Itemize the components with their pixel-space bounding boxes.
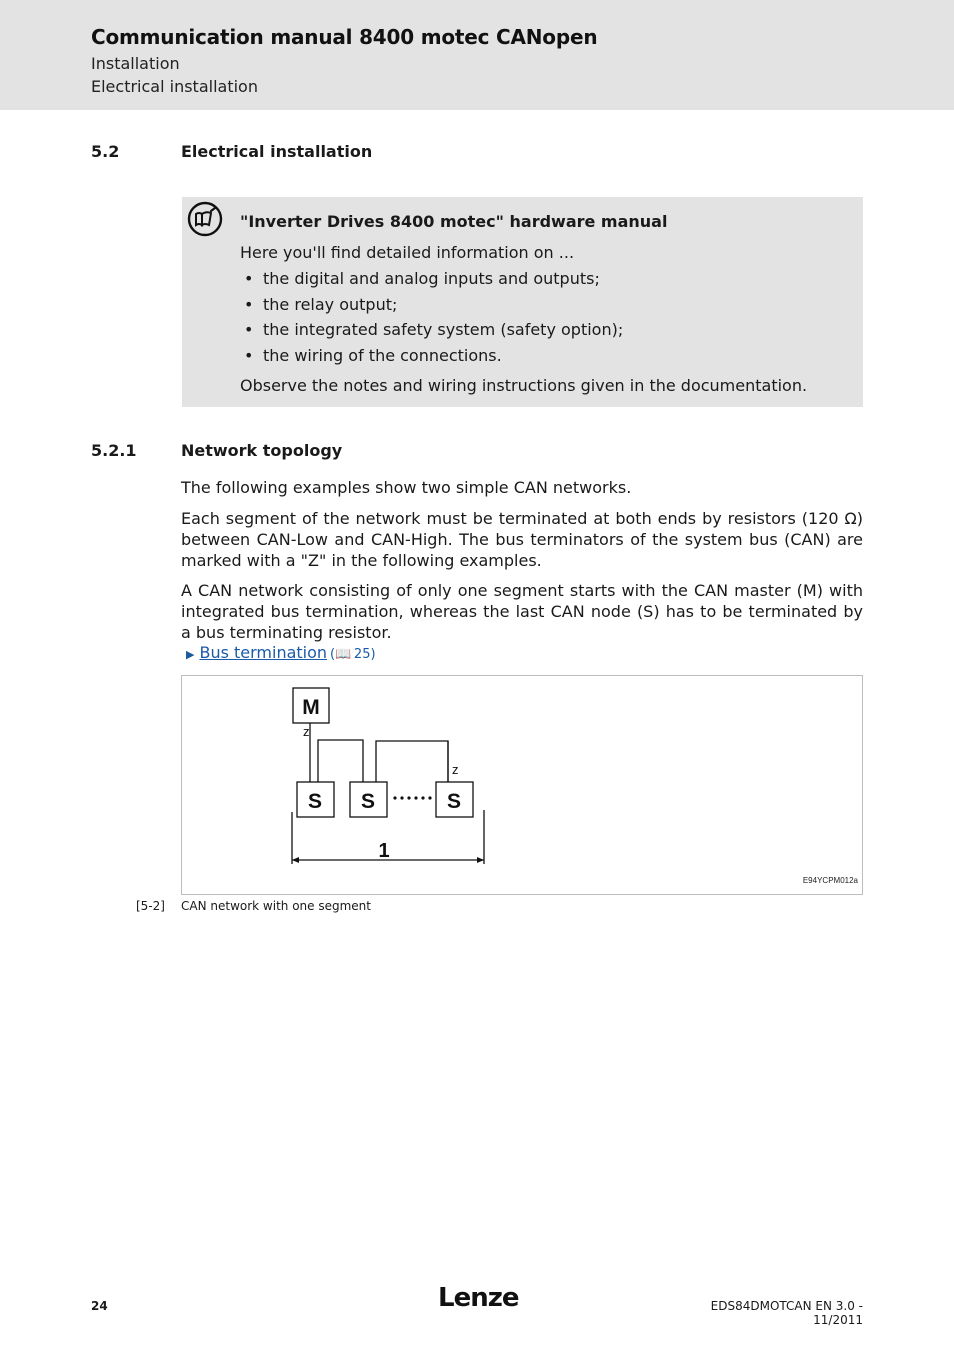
hardware-manual-note <box>182 197 863 407</box>
can-network-diagram <box>182 676 862 894</box>
bus-termination-link-row <box>186 643 376 662</box>
bullet-dot: • <box>244 346 254 365</box>
bullet-dot: • <box>244 320 254 339</box>
can-network-figure <box>181 675 863 895</box>
breadcrumb-chapter: Installation <box>91 54 180 73</box>
breadcrumb-section: Electrical installation <box>91 77 258 96</box>
paragraph-segment: A CAN network consisting of only one segment starts with the CAN master (M) with integrated bus termination, whereas the last CAN node (S) has to be terminated by a bus terminating resistor. <box>181 581 863 642</box>
terminator-label-master: z <box>303 724 310 739</box>
dimension-arrow <box>477 857 484 863</box>
page-reference[interactable]: (📖 25) <box>330 647 376 662</box>
note-intro: Here you'll find detailed information on ... <box>240 243 575 262</box>
book-icon: 📖 <box>335 647 352 662</box>
slave-label: S <box>360 790 376 813</box>
subsection-number: 5.2.1 <box>91 441 137 460</box>
bus-termination-link[interactable]: Bus termination <box>199 643 328 662</box>
bus-line <box>376 741 448 782</box>
dimension-arrow <box>292 857 299 863</box>
figure-caption: CAN network with one segment <box>181 899 371 913</box>
note-bullet: the integrated safety system (safety option); <box>263 320 624 339</box>
note-bullet: the wiring of the connections. <box>263 346 502 365</box>
continuation-dots <box>393 796 431 799</box>
figure-number: [5-2] <box>136 899 165 913</box>
note-bullet: the relay output; <box>263 295 398 314</box>
image-code: E94YCPM012a <box>802 876 858 885</box>
bullet-dot: • <box>244 295 254 314</box>
note-bullet: the digital and analog inputs and outputs; <box>263 269 600 288</box>
paragraph-termination: Each segment of the network must be terminated at both ends by resistors (120 Ω) between CAN-Low and CAN-High. The bus terminators of the system bus (CAN) are marked with a "Z" in the following examples. <box>181 509 863 570</box>
page-header <box>0 0 954 110</box>
slave-label: S <box>446 790 462 813</box>
terminator-label-last-slave: z <box>452 762 459 777</box>
lenze-logo: Lenze <box>438 1283 519 1313</box>
page-number: 24 <box>91 1299 108 1313</box>
arrow-right-icon: ▶ <box>186 648 195 661</box>
paragraph-intro: The following examples show two simple CAN networks. <box>181 478 632 497</box>
document-id: EDS84DMOTCAN EN 3.0 - 11/2011 <box>710 1299 863 1327</box>
page-reference-number: 25 <box>353 647 371 662</box>
section-title: Electrical installation <box>181 142 373 161</box>
note-footer: Observe the notes and wiring instructions given in the documentation. <box>240 376 808 395</box>
note-title: "Inverter Drives 8400 motec" hardware manual <box>240 212 668 231</box>
master-label: M <box>302 696 320 719</box>
segment-label: 1 <box>378 840 390 862</box>
section-number: 5.2 <box>91 142 120 161</box>
subsection-title: Network topology <box>181 441 343 460</box>
manual-title: Communication manual 8400 motec CANopen <box>91 25 598 49</box>
bus-line <box>318 740 363 782</box>
bullet-dot: • <box>244 269 254 288</box>
slave-label: S <box>307 790 323 813</box>
manual-reference-icon <box>187 201 223 237</box>
